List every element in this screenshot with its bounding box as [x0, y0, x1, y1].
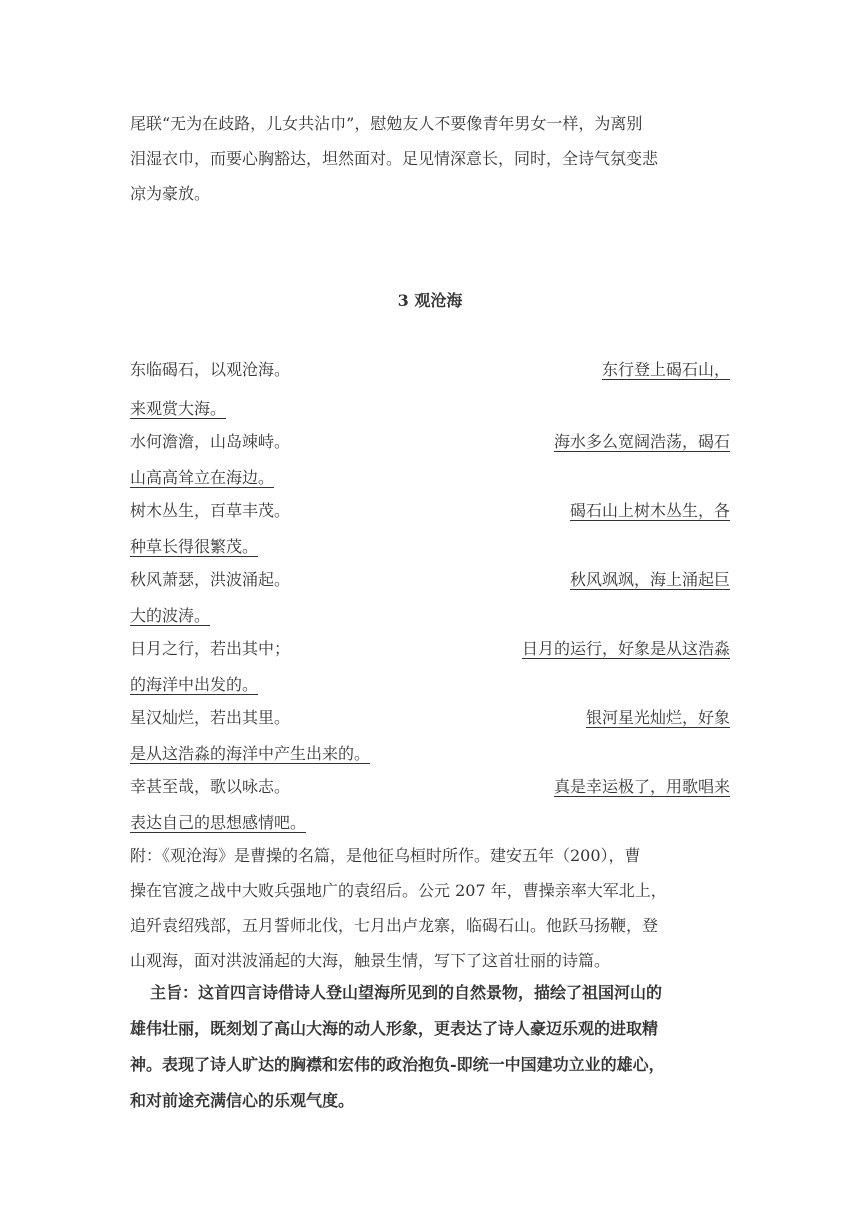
poem-line [130, 493, 730, 528]
appendix-paragraph [130, 838, 735, 978]
poem-line [130, 352, 730, 387]
poem-original: 幸甚至哉，歌以咏志。 [130, 777, 291, 796]
poem-translation-cont: 大的波涛。 [130, 606, 211, 625]
poem-translation: 真是幸运极了，用歌唱来 [553, 777, 730, 796]
theme-paragraph [130, 975, 735, 1119]
text-line: 雄伟壮丽，既刻划了高山大海的动人形象，更表达了诗人豪迈乐观的进取精 [130, 1019, 659, 1038]
text-line: 神。表现了诗人旷达的胸襟和宏伟的政治抱负-即统一中国建功立业的雄心， [130, 1055, 665, 1074]
poem-translation-cont: 是从这浩淼的海洋中产生出来的。 [130, 744, 371, 763]
section-title: 3 观沧海 [397, 291, 463, 310]
poem-translation-cont: 山高高耸立在海边。 [130, 468, 275, 487]
poem-translation: 日月的运行，好象是从这浩淼 [521, 639, 730, 658]
text-line: 山观海，面对洪波涌起的大海，触景生情，写下了这首壮丽的诗篇。 [130, 951, 611, 970]
text-line: 和对前途充满信心的乐观气度。 [130, 1091, 355, 1110]
text-line: 操在官渡之战中大败兵强地广的袁绍后。公元 207 年，曹操亲率大军北上， [130, 881, 667, 900]
text-line: 追歼袁绍残部，五月誓师北伐，七月出卢龙寨，临碣石山。他跃马扬鞭，登 [130, 916, 659, 935]
poem-original: 星汉灿烂，若出其里。 [130, 708, 291, 727]
poem-original: 日月之行，若出其中； [130, 639, 291, 658]
poem-line [130, 700, 730, 735]
text-line: 主旨：这首四言诗借诗人登山望海所见到的自然景物，描绘了祖国河山的 [150, 983, 663, 1002]
poem-translation-cont: 的海洋中出发的。 [130, 675, 259, 694]
text-line: 尾联“无为在歧路，儿女共沾巾”，慰勉友人不要像青年男女一样，为离别 [130, 114, 643, 133]
poem-line [130, 562, 730, 597]
poem-line [130, 631, 730, 666]
text-line: 凉为豪放。 [130, 184, 211, 203]
poem-line [130, 769, 730, 804]
poem-translation: 秋风飒飒，海上涌起巨 [569, 570, 730, 589]
poem-translation-cont: 来观赏大海。 [130, 399, 227, 418]
text-line: 附：《观沧海》是曹操的名篇，是他征乌桓时所作。建安五年（200），曹 [130, 846, 641, 865]
intro-paragraph [130, 106, 735, 211]
poem-original: 树木丛生，百草丰茂。 [130, 501, 291, 520]
poem-translation: 银河星光灿烂，好象 [585, 708, 730, 727]
poem-translation-cont: 表达自己的思想感情吧。 [130, 813, 307, 832]
poem-translation: 碣石山上树木丛生，各 [569, 501, 730, 520]
poem-translation-cont: 种草长得很繁茂。 [130, 537, 259, 556]
text-line: 泪湿衣巾，而要心胸豁达，坦然面对。足见情深意长，同时，全诗气氛变悲 [130, 149, 659, 168]
poem-original: 秋风萧瑟，洪波涌起。 [130, 570, 291, 589]
poem-translation: 东行登上碣石山， [601, 360, 730, 379]
poem-original: 水何澹澹，山岛竦峙。 [130, 432, 291, 451]
poem-translation: 海水多么宽阔浩荡，碣石 [553, 432, 730, 451]
poem-line [130, 424, 730, 459]
poem-original: 东临碣石，以观沧海。 [130, 360, 291, 379]
